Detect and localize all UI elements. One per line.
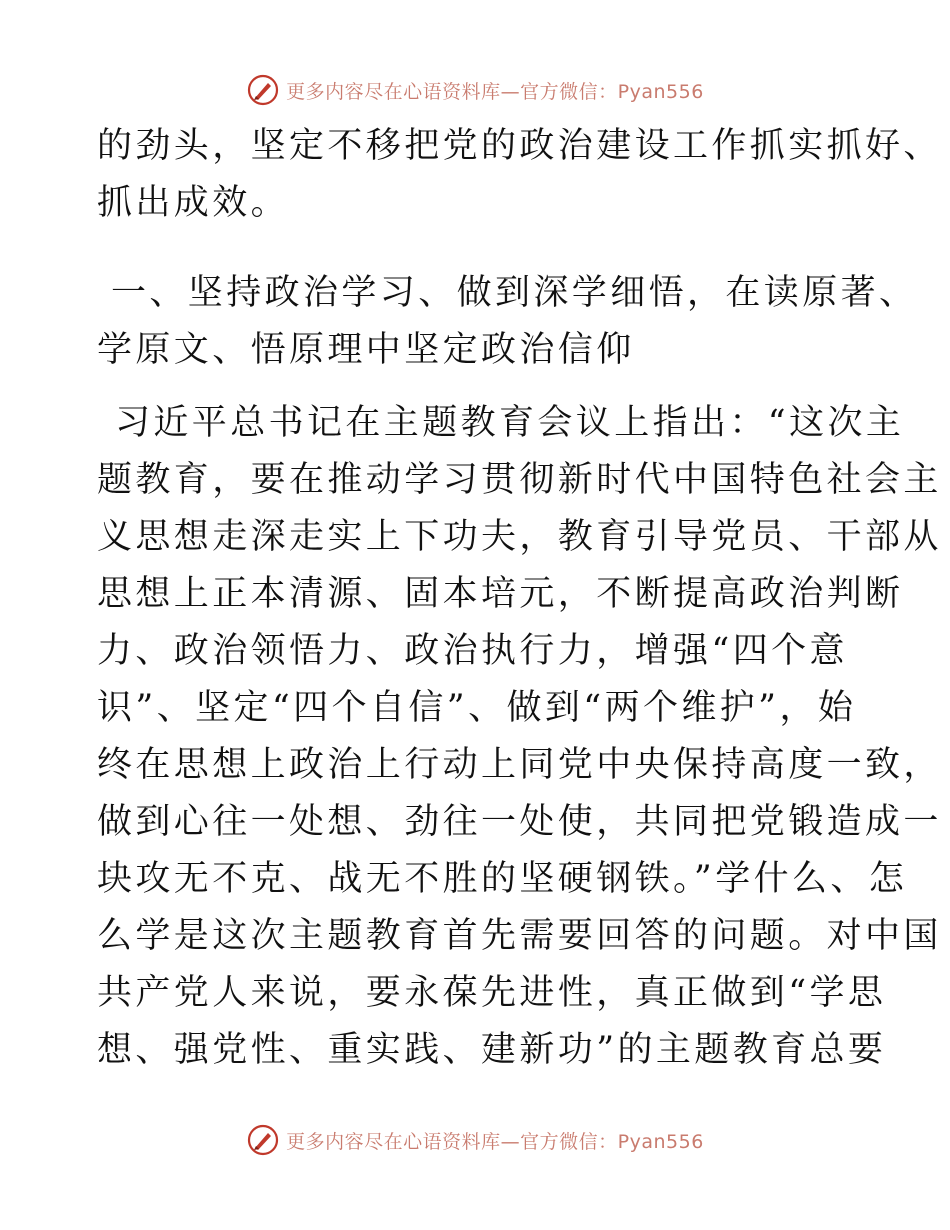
intro-line: 抓出成效。 [97,183,290,223]
intro-line: 的劲头，坚定不移把党的政治建设工作抓实抓好、 [97,126,942,166]
paragraph-line: 么学是这次主题教育首先需要回答的问题。对中国 [97,916,942,956]
paragraph-line: 思想上正本清源、固本培元，不断提高政治判断 [97,574,904,614]
paragraph-line: 块攻无不克、战无不胜的坚硬钢铁。”学什么、怎 [97,859,908,899]
section-heading-line: 一、坚持政治学习、做到深学细悟，在读原著、 [111,273,918,313]
footer-banner-text: 更多内容尽在心语资料库—官方微信：Pyan556 [286,1130,704,1153]
paragraph-line: 想、强党性、重实践、建新功”的主题教育总要 [97,1030,887,1070]
paragraph-line: 终在思想上政治上行动上同党中央保持高度一致， [97,745,942,785]
pen-logo-icon [246,73,280,107]
paragraph-line: 共产党人来说，要永葆先进性，真正做到“学思 [97,973,887,1013]
paragraph-line: 做到心往一处想、劲往一处使，共同把党锻造成一 [97,802,942,842]
paragraph-line: 识”、坚定“四个自信”、做到“两个维护”，始 [97,688,857,728]
section-heading-line: 学原文、悟原理中坚定政治信仰 [97,330,635,370]
paragraph-line: 习近平总书记在主题教育会议上指出：“这次主 [115,403,905,443]
pen-logo-icon [246,1123,280,1157]
paragraph-line: 题教育，要在推动学习贯彻新时代中国特色社会主 [97,460,942,500]
document-body [97,118,942,1079]
header-banner-text: 更多内容尽在心语资料库—官方微信：Pyan556 [286,80,704,103]
footer-banner [0,1120,950,1160]
paragraph-line: 力、政治领悟力、政治执行力，增强“四个意 [97,631,848,671]
paragraph-line: 义思想走深走实上下功夫，教育引导党员、干部从 [97,517,942,557]
header-banner [0,70,950,110]
